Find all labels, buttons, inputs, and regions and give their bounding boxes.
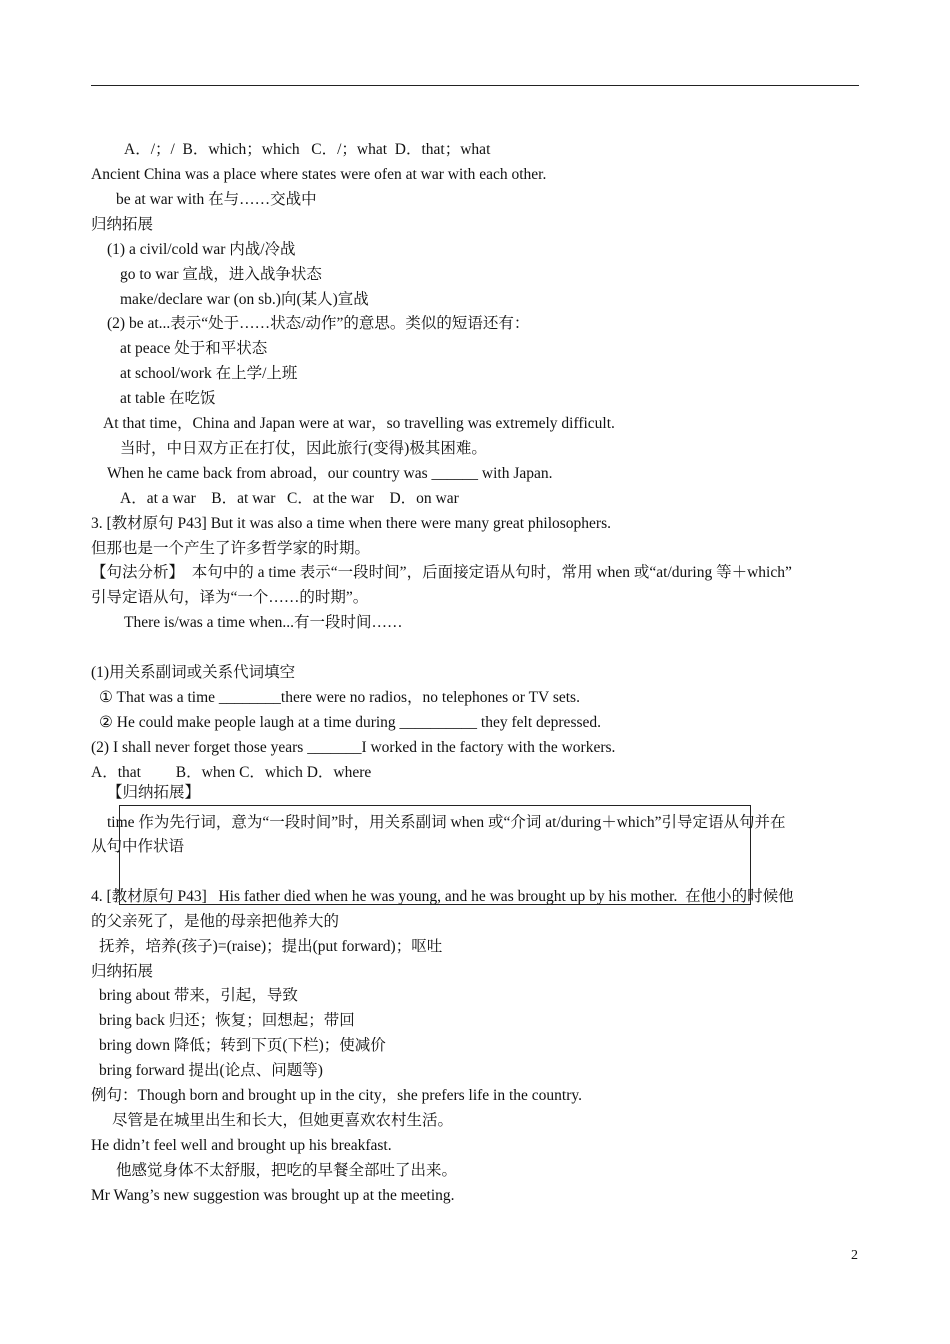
text-line: 抚养，培养(孩子)=(raise)；提出(put forward)；呕吐 <box>99 938 443 955</box>
text-line: 4. [教材原句 P43] His father died when he was young, and he was brought up by his mother. 在他小的时候他 <box>91 888 794 905</box>
text-line: 从句中作状语 <box>91 838 185 855</box>
note-box-frame <box>119 805 751 905</box>
text-line: bring about 带来，引起，导致 <box>99 987 298 1004</box>
text-line: 例句：Though born and brought up in the city，she prefers life in the country. <box>91 1087 583 1104</box>
text-line: 他感觉身体不太舒服，把吃的早餐全部吐了出来。 <box>116 1162 458 1179</box>
text-line: bring forward 提出(论点、问题等) <box>99 1062 323 1079</box>
text-line: He didn’t feel well and brought up his breakfast. <box>91 1137 392 1154</box>
text-line: (1) a civil/cold war 内战/冷战 <box>107 241 296 258</box>
text-line: At that time，China and Japan were at war，so travelling was extremely difficult. <box>103 415 615 432</box>
text-line: 【句法分析】 本句中的 a time 表示“一段时间”，后面接定语从句时，常用 when 或“at/during 等＋which” <box>91 564 792 581</box>
text-line: When he came back from abroad，our country was ______ with Japan. <box>107 465 553 482</box>
text-line: bring down 降低；转到下页(下栏)；使减价 <box>99 1037 386 1054</box>
text-line: (1)用关系副词或关系代词填空 <box>91 664 296 681</box>
text-line: 归纳拓展 <box>91 963 154 980</box>
text-line: Ancient China was a place where states were ofen at war with each other. <box>91 166 547 183</box>
text-line: (2) I shall never forget those years _______I worked in the factory with the workers. <box>91 739 616 756</box>
text-line: at table 在吃饭 <box>120 390 216 407</box>
text-line: 归纳拓展 <box>91 216 154 233</box>
text-line: (2) be at...表示“处于……状态/动作”的意思。类似的短语还有： <box>107 315 530 332</box>
text-line: make/declare war (on sb.)向(某人)宣战 <box>120 291 369 308</box>
text-line: 当时，中日双方正在打仗，因此旅行(变得)极其困难。 <box>120 440 487 457</box>
text-line: time 作为先行词，意为“一段时间”时，用关系副词 when 或“介词 at/during＋which”引导定语从句并在 <box>107 814 786 831</box>
text-line: be at war with 在与……交战中 <box>116 191 317 208</box>
text-line: 的父亲死了，是他的母亲把他养大的 <box>91 913 340 930</box>
text-line: 【归纳拓展】 <box>107 784 201 801</box>
text-line: A．at a war B．at war C．at the war D．on war <box>120 490 459 507</box>
text-line: ② He could make people laugh at a time during __________ they felt depressed. <box>99 714 602 731</box>
text-line: 3. [教材原句 P43] But it was also a time when there were many great philosophers. <box>91 515 611 532</box>
text-line: go to war 宣战，进入战争状态 <box>120 266 322 283</box>
text-line: A．/；/ B．which；which C．/；what D．that；what <box>124 141 491 158</box>
text-line: 尽管是在城里出生和长大，但她更喜欢农村生活。 <box>112 1112 454 1129</box>
header-rule <box>91 85 859 86</box>
page-number: 2 <box>851 1248 858 1263</box>
text-line: 引导定语从句，译为“一个……的时期”。 <box>91 589 369 606</box>
text-line: at school/work 在上学/上班 <box>120 365 298 382</box>
text-line: at peace 处于和平状态 <box>120 340 268 357</box>
text-line: A．that B．when C．which D．where <box>91 764 372 781</box>
text-line: bring back 归还；恢复；回想起；带回 <box>99 1012 355 1029</box>
text-line: Mr Wang’s new suggestion was brought up at the meeting. <box>91 1187 455 1204</box>
text-line: ① That was a time ________there were no radios，no telephones or TV sets. <box>99 689 580 706</box>
text-line: There is/was a time when...有一段时间…… <box>124 614 403 631</box>
text-line: 但那也是一个产生了许多哲学家的时期。 <box>91 540 371 557</box>
